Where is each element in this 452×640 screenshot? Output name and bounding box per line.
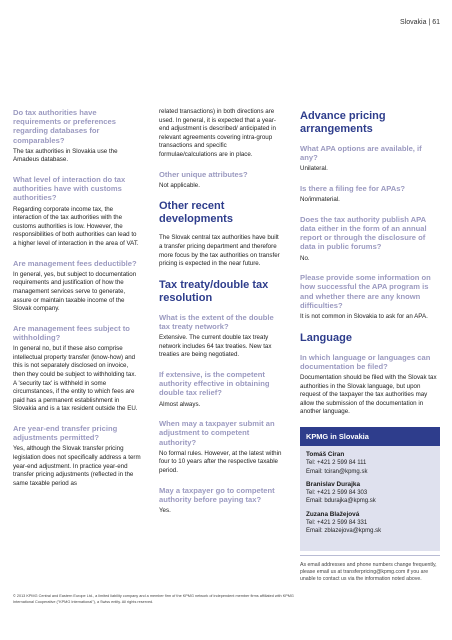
- answer: It is not common in Slovakia to ask for an APA.: [300, 313, 428, 321]
- contact-phone: Tel: +421 2 599 84 111: [306, 460, 367, 467]
- column-2: [159, 108, 282, 526]
- question: May a taxpayer go to competent authority before paying tax?: [159, 485, 275, 504]
- contact-note: As email addresses and phone numbers change frequently, please email us at transferpricing@kpmg.com if you are unable to contact us via the information noted above.: [300, 555, 440, 584]
- question: What APA options are available, if any?: [300, 144, 422, 163]
- question: If extensive, is the competent authority effective in obtaining double tax relief?: [159, 369, 270, 398]
- faq-item: [13, 108, 141, 165]
- section-title-apa: Advance pricing arrangements: [300, 110, 386, 135]
- contact-name: Branislav Durajka: [306, 480, 360, 488]
- question: When may a taxpayer submit an adjustment to competent authority?: [159, 419, 275, 447]
- answer: Yes, although the Slovak transfer pricing legislation does not specifically address a term year-end adjustment. In practice year-end transfer pricing adjustments (reflected in the same taxable period as: [13, 445, 141, 487]
- continued-answer: related transactions) in both directions are used. In general, it is expected that a year-end adjustment is described/ anticipated in relevant agreements covering intra-group transactions and specific formulae/calculations are in place.: [159, 108, 276, 158]
- column-3: [300, 108, 440, 427]
- answer: Regarding corporate income tax, the interaction of the tax authorities with the customs authorities is low. However, the responsibilities of both authorities can lead to a higher level of interaction in the area of VAT.: [13, 205, 139, 247]
- answer: No.: [300, 254, 310, 262]
- contact-email[interactable]: Email: tciran@kpmg.sk: [306, 468, 368, 475]
- contact-entry: [300, 451, 440, 476]
- question: What level of interaction do tax authorities have with customs authorities?: [13, 175, 126, 203]
- section-title-tax-treaty: Tax treaty/double tax resolution: [159, 278, 269, 304]
- question: Do tax authorities have requirements or preferences regarding databases for comparables?: [13, 108, 116, 145]
- question: What is the extent of the double tax treaty network?: [159, 312, 274, 331]
- answer: Documentation should be filed with the Slovak tax authorities in the Slovak language, but upon request of the taxpayer the tax authorities may allow the submission of the documentation in another language.: [300, 374, 437, 416]
- answer: Almost always.: [159, 400, 201, 408]
- answer: The tax authorities in Slovakia use the Amadeus database.: [13, 147, 118, 164]
- contact-phone: Tel: +421 2 599 84 303: [306, 490, 368, 497]
- answer: No formal rules. However, at the latest within four to 10 years after the respective taxable period.: [159, 449, 282, 474]
- faq-item: [13, 175, 141, 249]
- contact-email[interactable]: Email: zblazejova@kpmg.sk: [306, 528, 382, 535]
- question: Is there a filing fee for APAs?: [300, 184, 406, 193]
- answer: Unilateral.: [300, 165, 328, 173]
- contact-box: [300, 427, 440, 551]
- contact-box-title: KPMG in Slovakia: [300, 427, 440, 446]
- copyright-footer: © 2013 KPMG Central and Eastern Europe Ltd., a limited liability company and a member firm of the KPMG network of independent member firms affiliated with KPMG International Cooperative ("KPMG International"), a Swiss entity. All rights reserved.: [13, 594, 294, 604]
- question: Other unique attributes?: [159, 169, 248, 179]
- page-label: Slovakia | 61: [400, 19, 440, 26]
- question: Are year-end transfer pricing adjustments permitted?: [13, 423, 118, 443]
- contact-email[interactable]: Email: bdurajka@kpmg.sk: [306, 498, 376, 505]
- answer: Extensive. The current double tax treaty network includes 64 tax treaties. New tax treaties are being negotiated.: [159, 334, 272, 359]
- answer: No/immaterial.: [300, 196, 340, 204]
- answer: Not applicable.: [159, 181, 200, 189]
- answer: In general, yes, but subject to documentation requirements and justification of how the management services serve to generate, assure or maintain taxable income of the Slovak company.: [13, 270, 137, 313]
- faq-item: [13, 424, 141, 488]
- faq-item: [13, 324, 141, 414]
- answer: Yes.: [159, 506, 171, 514]
- section-text: The Slovak central tax authorities have built a transfer pricing department and therefore more focus by the tax authorities on transfer pricing is expected in the near future.: [159, 234, 280, 268]
- question: Are management fees subject to withholding?: [13, 323, 130, 342]
- answer: In general no, but if these also comprise intellectual property transfer (know-how) and this is not separately disclosed on invoice, then they could be subject to withholding tax. A 'security tax' is withheld in some circumstances, if the entity to which fees are paid has a permanent establishment in Slovakia and is a tax resident outside the EU.: [13, 345, 138, 413]
- contact-name: Zuzana Blažejová: [306, 510, 360, 518]
- question: Does the tax authority publish APA data either in the form of an annual report or through the disclosure of data in public forums?: [300, 214, 427, 252]
- contact-name: Tomáš Ciran: [306, 451, 345, 458]
- column-1: [13, 108, 141, 498]
- section-title-language: Language: [300, 331, 352, 344]
- question: In which language or languages can documentation be filed?: [300, 352, 431, 371]
- contact-entry: [300, 481, 440, 506]
- faq-item: [13, 259, 141, 314]
- page-header: [0, 0, 452, 40]
- question: Please provide some information on how successful the APA program is and whether there are any known difficulties?: [300, 273, 431, 310]
- contact-phone: Tel: +421 2 599 84 331: [306, 520, 368, 527]
- section-title-recent-developments: Other recent developments: [159, 200, 233, 226]
- question: Are management fees deductible?: [13, 258, 137, 268]
- contact-entry: [300, 511, 440, 536]
